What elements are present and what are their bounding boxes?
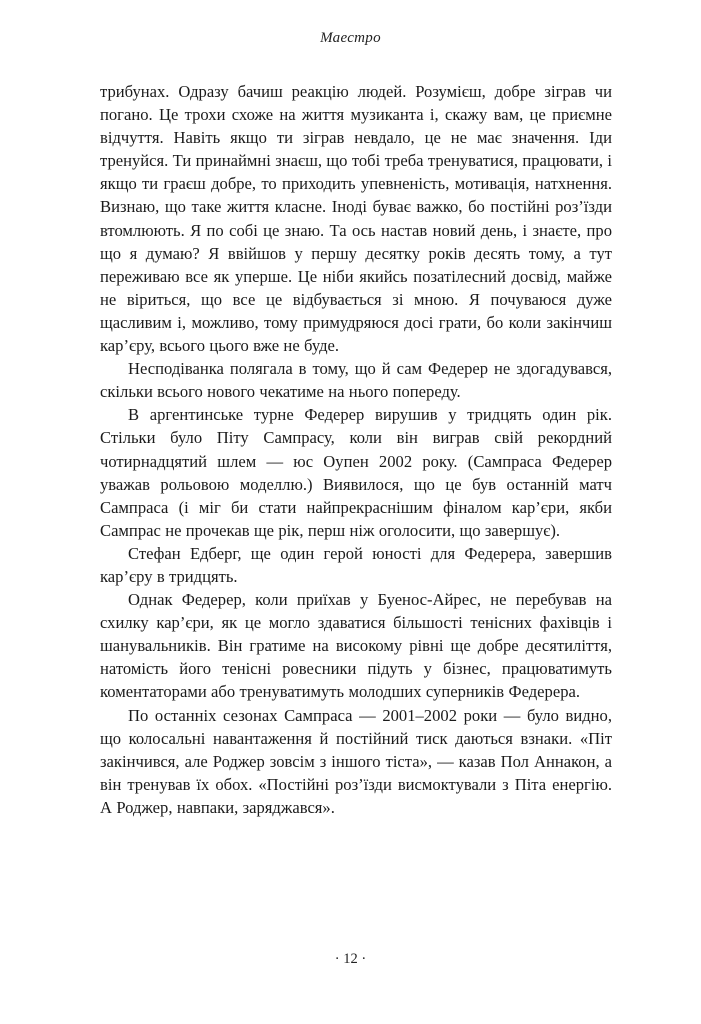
paragraph: По останніх сезонах Сампраса — 2001–2002 роки — було видно, що колосальні навантаження й постійний тиск даються взнаки. «Піт закінчився, але Роджер зовсім з іншого тіста», — казав Пол Аннакон, а він тренував їх обох. «Постійні роз’їзди висмоктували з Піта енергію. А Роджер, навпаки, заряджався». — [100, 705, 612, 817]
page-number: · 12 · — [334, 951, 367, 967]
paragraph: Стефан Едберг, ще один герой юності для Федерера, завершив кар’єру в тридцять. — [100, 543, 612, 586]
paragraph: В аргентинське турне Федерер вирушив у тридцять один рік. Стільки було Піту Сампрасу, коли він виграв свій рекордний чотирнадцятий шлем — юс Оупен 2002 року. (Сампраса Федерер уважав рольовою моделлю.) Виявилося, що це був останній матч Сампраса (і міг би стати найпрекраснішим фіналом кар’єри, якби Сампрас не прочекав ще рік, перш ніж оголосити, що завершує). — [100, 405, 612, 540]
running-head: Маестро — [320, 30, 381, 46]
paragraph: трибунах. Одразу бачиш реакцію людей. Розумієш, добре зіграв чи погано. Це трохи схоже на життя музиканта і, скажу вам, це приємне відчуття. Навіть якщо ти зіграв невдало, це не має значення. Іди тренуйся. Ти принаймні знаєш, що тобі треба тренуватися, працювати, і якщо ти граєш добре, то приходить упевненість, мотивація, натхнення. Визнаю, що таке життя класне. Іноді буває важко, бо постійні роз’їзди втомлюють. Я по собі це знаю. Та ось настав новий день, і знаєте, про що я думаю? Я ввійшов у першу десятку років десять тому, а тут переживаю все як уперше. Це ніби якийсь позатілесний досвід, майже не віриться, що все це відбувається зі мною. Я почуваюся дуже щасливим і, можливо, тому примудряюся досі грати, бо коли закінчиш кар’єру, всього цього вже не буде. — [100, 82, 612, 356]
paragraph: Однак Федерер, коли приїхав у Буенос-Айрес, не перебував на схилку кар’єри, як це могло здаватися більшості тенісних фахівців і шанувальників. Він гратиме на високому рівні ще добре десятиліття, натомість його тенісні ровесники підуть у бізнес, працюватимуть коментаторами або тренуватимуть молодших суперників Федерера. — [100, 590, 612, 702]
text-block — [100, 80, 612, 819]
paragraph: Несподіванка полягала в тому, що й сам Федерер не здогадувався, скільки всього нового чекатиме на нього попереду. — [100, 359, 612, 402]
